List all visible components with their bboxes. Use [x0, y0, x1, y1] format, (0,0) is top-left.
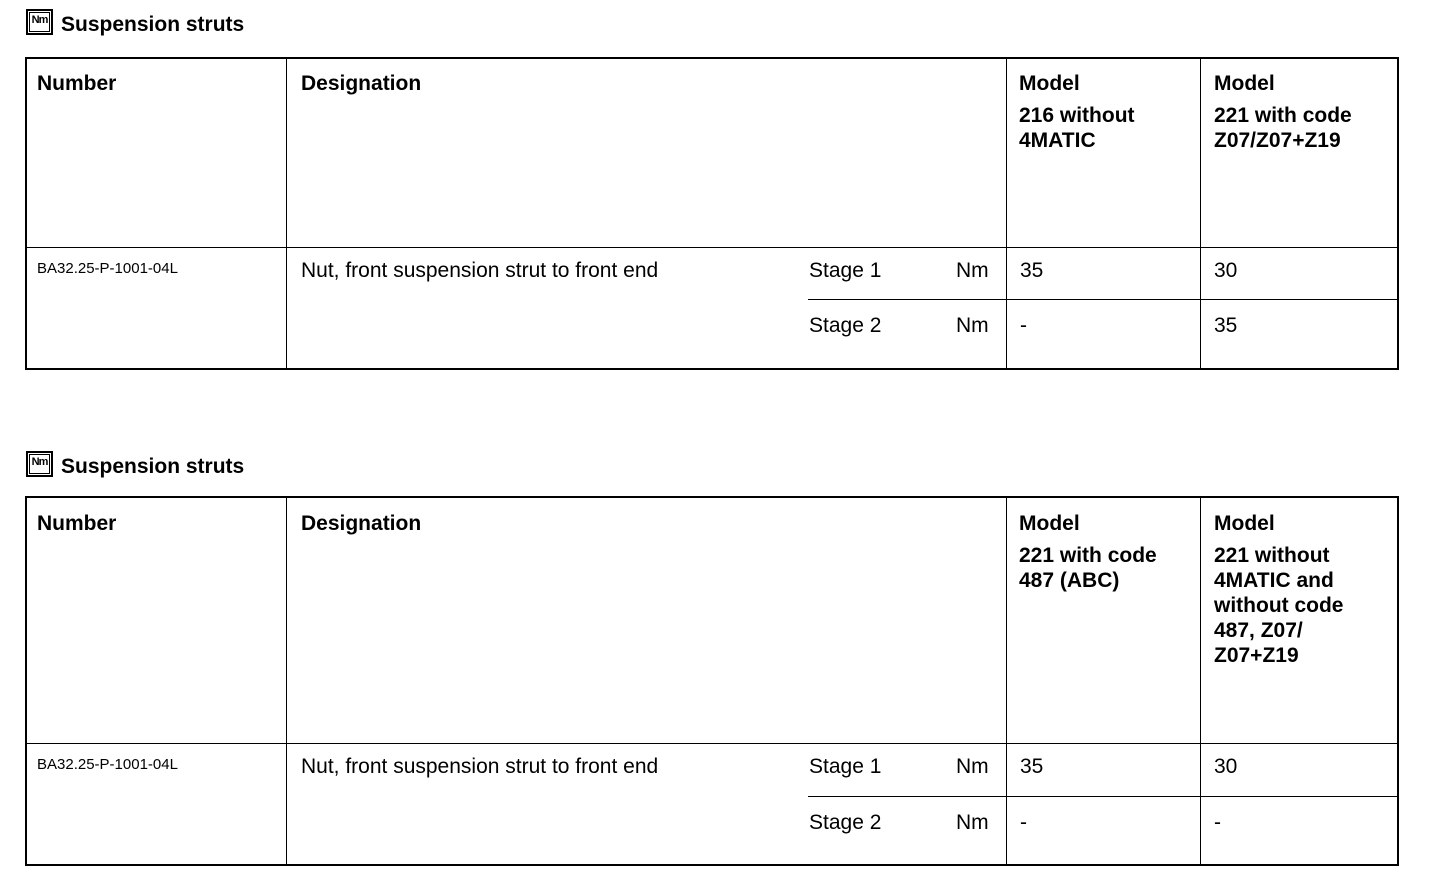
part-number: BA32.25-P-1001-04L — [37, 756, 178, 773]
stage-label: Stage 2 — [809, 811, 882, 834]
header-number: Number — [37, 512, 117, 535]
unit-label: Nm — [956, 811, 989, 834]
torque-value: - — [1214, 811, 1221, 834]
torque-value: 30 — [1214, 755, 1238, 778]
stage-divider — [808, 796, 1397, 797]
torque-value: - — [1020, 314, 1027, 337]
column-divider — [1006, 498, 1007, 864]
column-divider — [1006, 59, 1007, 368]
unit-label: Nm — [956, 314, 989, 337]
column-divider — [1200, 59, 1201, 368]
designation-text: Nut, front suspension strut to front end — [301, 755, 659, 778]
header-model-col-2: Model 221 with code Z07/Z07+Z19 — [1214, 72, 1352, 152]
stage-label: Stage 1 — [809, 259, 882, 282]
torque-value: 30 — [1214, 259, 1238, 282]
header-model-col-1: Model 221 with code 487 (ABC) — [1019, 512, 1157, 592]
part-number: BA32.25-P-1001-04L — [37, 260, 178, 277]
torque-value: 35 — [1214, 314, 1238, 337]
torque-value: 35 — [1020, 755, 1044, 778]
unit-label: Nm — [956, 755, 989, 778]
torque-table-2 — [25, 496, 1399, 866]
torque-table-1 — [25, 57, 1399, 370]
header-designation: Designation — [301, 72, 422, 95]
header-divider — [27, 743, 1397, 744]
torque-nm-icon: Nm — [26, 451, 53, 477]
stage-label: Stage 1 — [809, 755, 882, 778]
section-title-text: Suspension struts — [61, 13, 245, 36]
torque-nm-icon: Nm — [26, 9, 53, 35]
unit-label: Nm — [956, 259, 989, 282]
header-model-col-2: Model 221 without 4MATIC and without code 487, Z07/ Z07+Z19 — [1214, 512, 1344, 667]
column-divider — [286, 59, 287, 368]
torque-value: 35 — [1020, 259, 1044, 282]
stage-label: Stage 2 — [809, 314, 882, 337]
designation-text: Nut, front suspension strut to front end — [301, 259, 659, 282]
header-number: Number — [37, 72, 117, 95]
column-divider — [286, 498, 287, 864]
column-divider — [1200, 498, 1201, 864]
stage-divider — [808, 299, 1397, 300]
header-model-col-1: Model 216 without 4MATIC — [1019, 72, 1135, 152]
torque-value: - — [1020, 811, 1027, 834]
section-title-text: Suspension struts — [61, 455, 245, 478]
header-designation: Designation — [301, 512, 422, 535]
header-divider — [27, 247, 1397, 248]
